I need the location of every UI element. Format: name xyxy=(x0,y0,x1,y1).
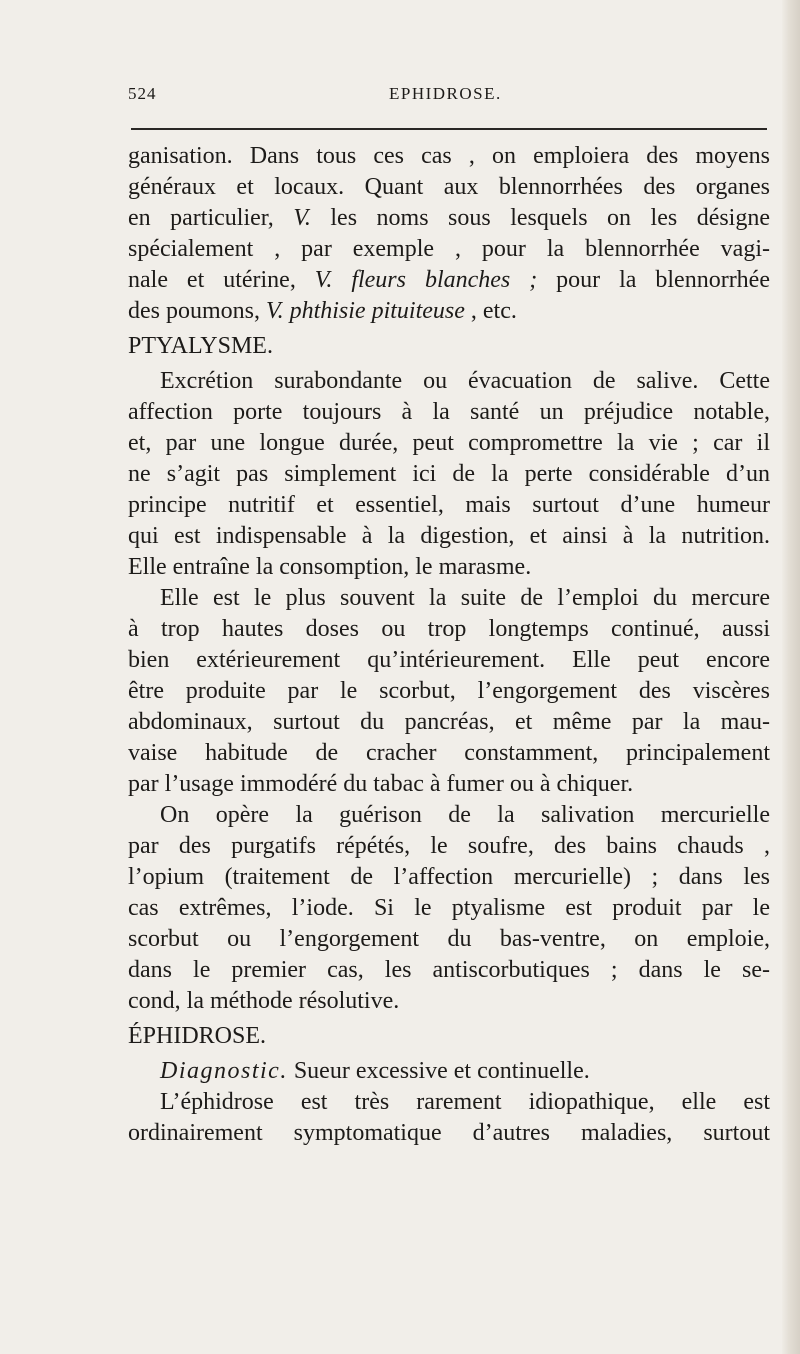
text-line: abdominaux, surtout du pancréas, et même par la mau- xyxy=(128,709,770,735)
text-line: principe nutritif et essentiel, mais surtout d’une humeur xyxy=(128,492,770,518)
text-line: cas extrêmes, l’iode. Si le ptyalisme est produit par le xyxy=(128,895,770,921)
text-line: bien extérieurement qu’intérieurement. Elle peut encore xyxy=(128,647,770,673)
text-line: Excrétion surabondante ou évacuation de salive. Cette xyxy=(160,368,770,394)
paragraph xyxy=(128,800,770,1017)
text-line: l’opium (traitement de l’affection mercurielle) ; dans les xyxy=(128,864,770,890)
text-line: ordinairement symptomatique d’autres maladies, surtout xyxy=(128,1120,770,1146)
text-line: qui est indispensable à la digestion, et ainsi à la nutrition. xyxy=(128,523,770,549)
page-number: 524 xyxy=(128,84,157,103)
text-line: On opère la guérison de la salivation mercurielle xyxy=(160,802,770,828)
text-line: Elle est le plus souvent la suite de l’emploi du mercure xyxy=(160,585,770,611)
cross-reference: V. fleurs blanches ; xyxy=(314,267,538,293)
section-heading-ephidrose: ÉPHIDROSE. xyxy=(128,1023,267,1049)
text-line: être produite par le scorbut, l’engorgement des viscères xyxy=(128,678,770,704)
page-header xyxy=(128,84,768,110)
text-line: scorbut ou l’engorgement du bas-ventre, on emploie, xyxy=(128,926,770,952)
text-line: à trop hautes doses ou trop longtemps continué, aussi xyxy=(128,616,770,642)
text-line: par des purgatifs répétés, le soufre, des bains chauds , xyxy=(128,833,770,859)
text-line: Diagnostic. Sueur excessive et continuelle. xyxy=(160,1058,590,1084)
text-line: en particulier, V. les noms sous lesquels on les désigne xyxy=(128,205,771,231)
text-line: Elle entraîne la consomption, le marasme. xyxy=(128,554,532,580)
text-line: par l’usage immodéré du tabac à fumer ou à chiquer. xyxy=(128,771,634,797)
text-line: spécialement , par exemple , pour la blennorrhée vagi- xyxy=(128,236,770,262)
text-line: nale et utérine, V. fleurs blanches ; pour la blennorrhée xyxy=(128,267,770,293)
text-line: ganisation. Dans tous ces cas , on emploiera des moyens xyxy=(128,143,770,169)
page-edge-shadow xyxy=(782,0,800,1354)
text-line: généraux et locaux. Quant aux blennorrhées des organes xyxy=(128,174,770,200)
section-heading-ptyalysme: PTYALYSME. xyxy=(128,333,273,359)
paragraph xyxy=(128,366,770,583)
cross-reference: V. phthisie pituiteuse xyxy=(266,298,465,324)
text-line: L’éphidrose est très rarement idiopathique, elle est xyxy=(160,1089,770,1115)
page-body xyxy=(128,141,770,1149)
running-head: EPHIDROSE. xyxy=(389,84,502,103)
text-line: des poumons, V. phthisie pituiteuse , etc. xyxy=(128,298,517,324)
text-line: vaise habitude de cracher constamment, principalement xyxy=(128,740,770,766)
paragraph xyxy=(128,583,770,800)
diagnostic-label: Diagnostic. xyxy=(160,1058,288,1084)
abbrev-voir: V. xyxy=(293,205,311,231)
paragraph xyxy=(128,1056,770,1149)
header-rule xyxy=(131,128,767,130)
paragraph-continuation xyxy=(128,141,770,327)
text-line: ne s’agit pas simplement ici de la perte considérable d’un xyxy=(128,461,770,487)
text-line: et, par une longue durée, peut compromettre la vie ; car il xyxy=(128,430,770,456)
text-line: affection porte toujours à la santé un préjudice notable, xyxy=(128,399,770,425)
text-line: cond, la méthode résolutive. xyxy=(128,988,400,1014)
text-line: dans le premier cas, les antiscorbutiques ; dans le se- xyxy=(128,957,770,983)
